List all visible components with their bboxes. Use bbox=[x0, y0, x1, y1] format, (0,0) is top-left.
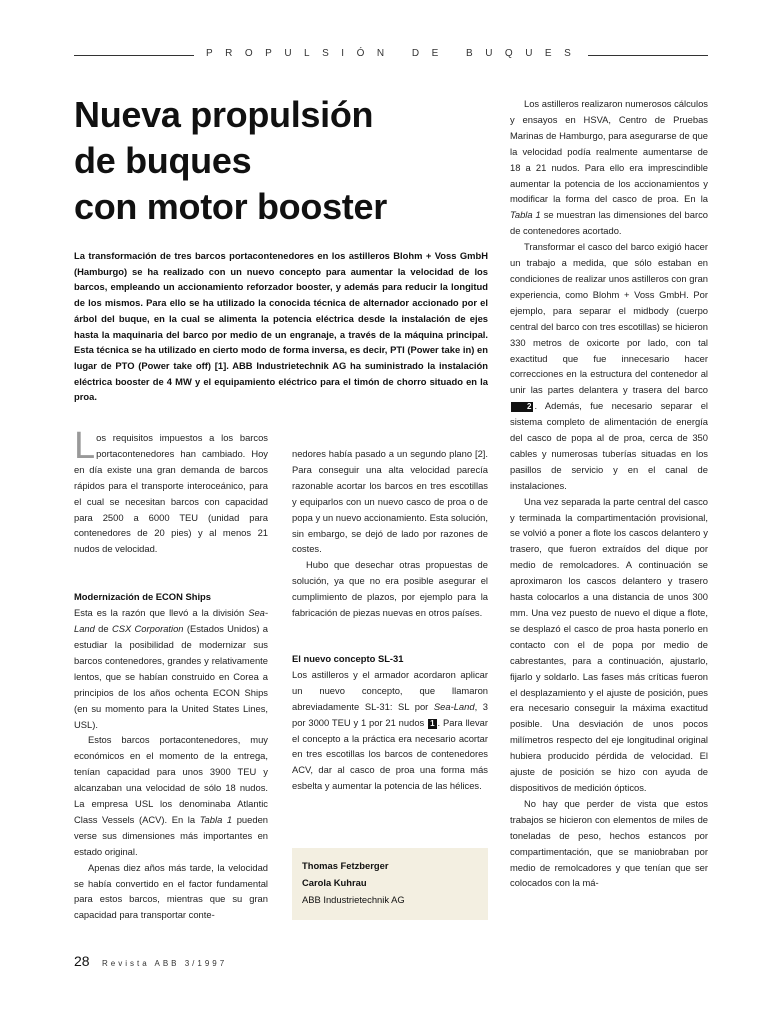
column-2 bbox=[292, 446, 488, 794]
col1-heading: Modernización de ECON Ships bbox=[74, 591, 211, 603]
col2-paragraph-3: Los astilleros y el armador acordaron aplicar un nuevo concepto, que llamaron abreviadamente SL-31: SL por Sea-Land, 3 por 3000 TEU y 1 por 21 nudos 1 . Para llevar el concepto a la práctica era necesario acortar en tres escotillas los barcos de contenedores ACV, dar al casco de proa una forma más esbelta y aumentar la potencia de las hélices. bbox=[292, 668, 488, 792]
author-name-2: Carola Kuhrau bbox=[302, 877, 367, 888]
col2-paragraph-1: nedores había pasado a un segundo plano [2]. Para conseguir una alta velocidad parecía razonable acortar los barcos en tres escotillas y equiparlos con un nuevo casco de proa o de popa y un nuevo accionamiento. Esta solución, sin embargo, se dejó de lado por razones de costes. bbox=[292, 448, 488, 555]
header-rule-right bbox=[588, 55, 708, 56]
author-box bbox=[292, 848, 488, 920]
magazine-name: Revista ABB 3/1997 bbox=[102, 959, 228, 968]
title-line-2: de buques bbox=[74, 140, 252, 181]
author-name-1: Thomas Fetzberger bbox=[302, 860, 389, 871]
page-footer bbox=[74, 953, 227, 969]
figure-ref-2: 2 bbox=[511, 402, 533, 412]
col3-paragraph-1: Los astilleros realizaron numerosos cálculos y ensayos en HSVA, Centro de Pruebas Marinas de Hamburgo, para asegurarse de que la velocidad podía realmente aumentarse de 18 a 21 nudos. Para ello era imprescindible aumentar la potencia de los accionamientos y modificar la forma del casco de proa. En la Tabla 1 se muestran las dimensiones del barco de contenedores acortado. bbox=[510, 98, 708, 237]
title-line-3: con motor booster bbox=[74, 186, 387, 227]
title-line-1: Nueva propulsión bbox=[74, 94, 374, 135]
section-label: PROPULSIÓN DE BUQUES bbox=[206, 48, 584, 59]
col3-paragraph-4: No hay que perder de vista que estos trabajos se hicieron con elementos de miles de toneladas de peso, hechos estancos por compartimentación, que se maniobraban por medio de remolcadores y que tenían que ser colocados con la má- bbox=[510, 797, 708, 889]
author-company: ABB Industrietechnik AG bbox=[302, 894, 405, 905]
lead-paragraph: La transformación de tres barcos portacontenedores en los astilleros Blohm + Voss GmbH (Hamburgo) se ha realizado con un nuevo concepto para aumentar la velocidad de los barcos, empleando un accionamiento reforzador booster, y además para reducir la longitud de los mismos. Para ello se ha utilizado la conocida técnica de alternador accionado por el árbol del buque, en la cual se alimenta la potencia eléctrica desde la instalación de ejes hasta la maquinaria del barco por medio de un engranaje, a través de la máquina principal. Esta técnica se ha utilizado en cierto modo de forma inversa, es decir, PTI (Power take in) en lugar de PTO (Power take off) [1]. ABB Industrietechnik AG ha suministrado la instalación eléctrica booster de 4 MW y el equipamiento eléctrico para el timón de chorro situado en la proa. bbox=[74, 250, 488, 403]
col2-heading: El nuevo concepto SL-31 bbox=[292, 652, 404, 664]
col2-paragraph-2: Hubo que desechar otras propuestas de solución, ya que no era posible asegurar el cumplimiento de plazos, por ejemplo para la fabricación de piezas nuevas en otros países. bbox=[292, 559, 488, 619]
col1-paragraph-3: Estos barcos portacontenedores, muy económicos en el momento de la entrega, tenían capacidad para unos 3900 TEU y alcanzaban una velocidad de sólo 18 nudos. La empresa USL los denominaba Atlantic Class Vessels (ACV). En la Tabla 1 pueden verse sus dimensiones más importantes en estado original. bbox=[74, 734, 268, 857]
col1-paragraph-2: Esta es la razón que llevó a la división Sea-Land de CSX Corporation (Estados Unidos) a estudiar la posibilidad de modernizar sus barcos contenedores, grandes y relativamente lentos, que se habían construido en Corea a principios de los años ochenta ECON Ships (en su momento para la United States Lines, USL). bbox=[74, 607, 269, 730]
header-rule-left bbox=[74, 55, 194, 56]
section-header bbox=[74, 48, 708, 62]
column-1 bbox=[74, 425, 269, 923]
col3-paragraph-3: Una vez separada la parte central del casco y terminada la compartimentación provisional, se volvió a poner a flote los cascos delantero y trasero, que fueron extraídos del dique por medio de remolcadores. A continuación se aproximaron los cascos delantero y trasero hasta colocarlos a una distancia de unos 300 mm. Una vez puesto de nuevo el dique a flote, se desplazó el casco de proa hasta ponerlo en contacto con el de popa por medio de cabrestantes, para a continuación, ajustarlo, fijarlo y soldarlo. Las fases más críticas fueron el desplazamiento y el ajuste de posición, pues era necesario conseguir la máxima exactitud posible. Una desviación de unos pocos milímetros respecto del eje longitudinal original hubiera producido pérdida de velocidad. El ajuste de posición se hizo con ayuda de dispositivos de medición ópticos. bbox=[510, 495, 708, 793]
col1-paragraph-4: Apenas diez años más tarde, la velocidad se había convertido en el factor fundamental para estos barcos, mientras que su gran capacidad para transportar conte- bbox=[74, 861, 268, 921]
drop-cap: L bbox=[74, 425, 96, 467]
figure-ref-1: 1 bbox=[430, 718, 435, 728]
article-title bbox=[74, 92, 474, 230]
col1-paragraph-1: Los requisitos impuestos a los barcos portacontenedores han cambiado. Hoy en día existe una gran demanda de barcos rápidos para el transporte interoceánico, para el cual se necesitan barcos con capacidad para 2500 a 6000 TEU (unidad para contenedores de 20 pies) y al menos 21 nudos de velocidad. bbox=[74, 425, 268, 555]
page-number: 28 bbox=[74, 953, 90, 969]
col3-paragraph-2: Transformar el casco del barco exigió hacer un trabajo a medida, que sólo estaban en condiciones de realizar unos astilleros con gran experiencia, como Blohm + Voss GmbH. Por ejemplo, para separar el midbody (cuerpo central del barco con tres escotillas) se hicieron 330 metros de oxicorte por lado, con tal exactitud que fue innecesario hacer correcciones en la estructura del contenedor al unir las partes delantera y trasera del barco 2 . Además, fue necesario separar el sistema completo de alimentación de energía del casco de popa al de proa, cerca de 350 cables y numerosas tuberías situadas en los pasillos de servicio y en el canal de instalaciones. bbox=[510, 241, 708, 491]
column-3 bbox=[510, 96, 708, 891]
